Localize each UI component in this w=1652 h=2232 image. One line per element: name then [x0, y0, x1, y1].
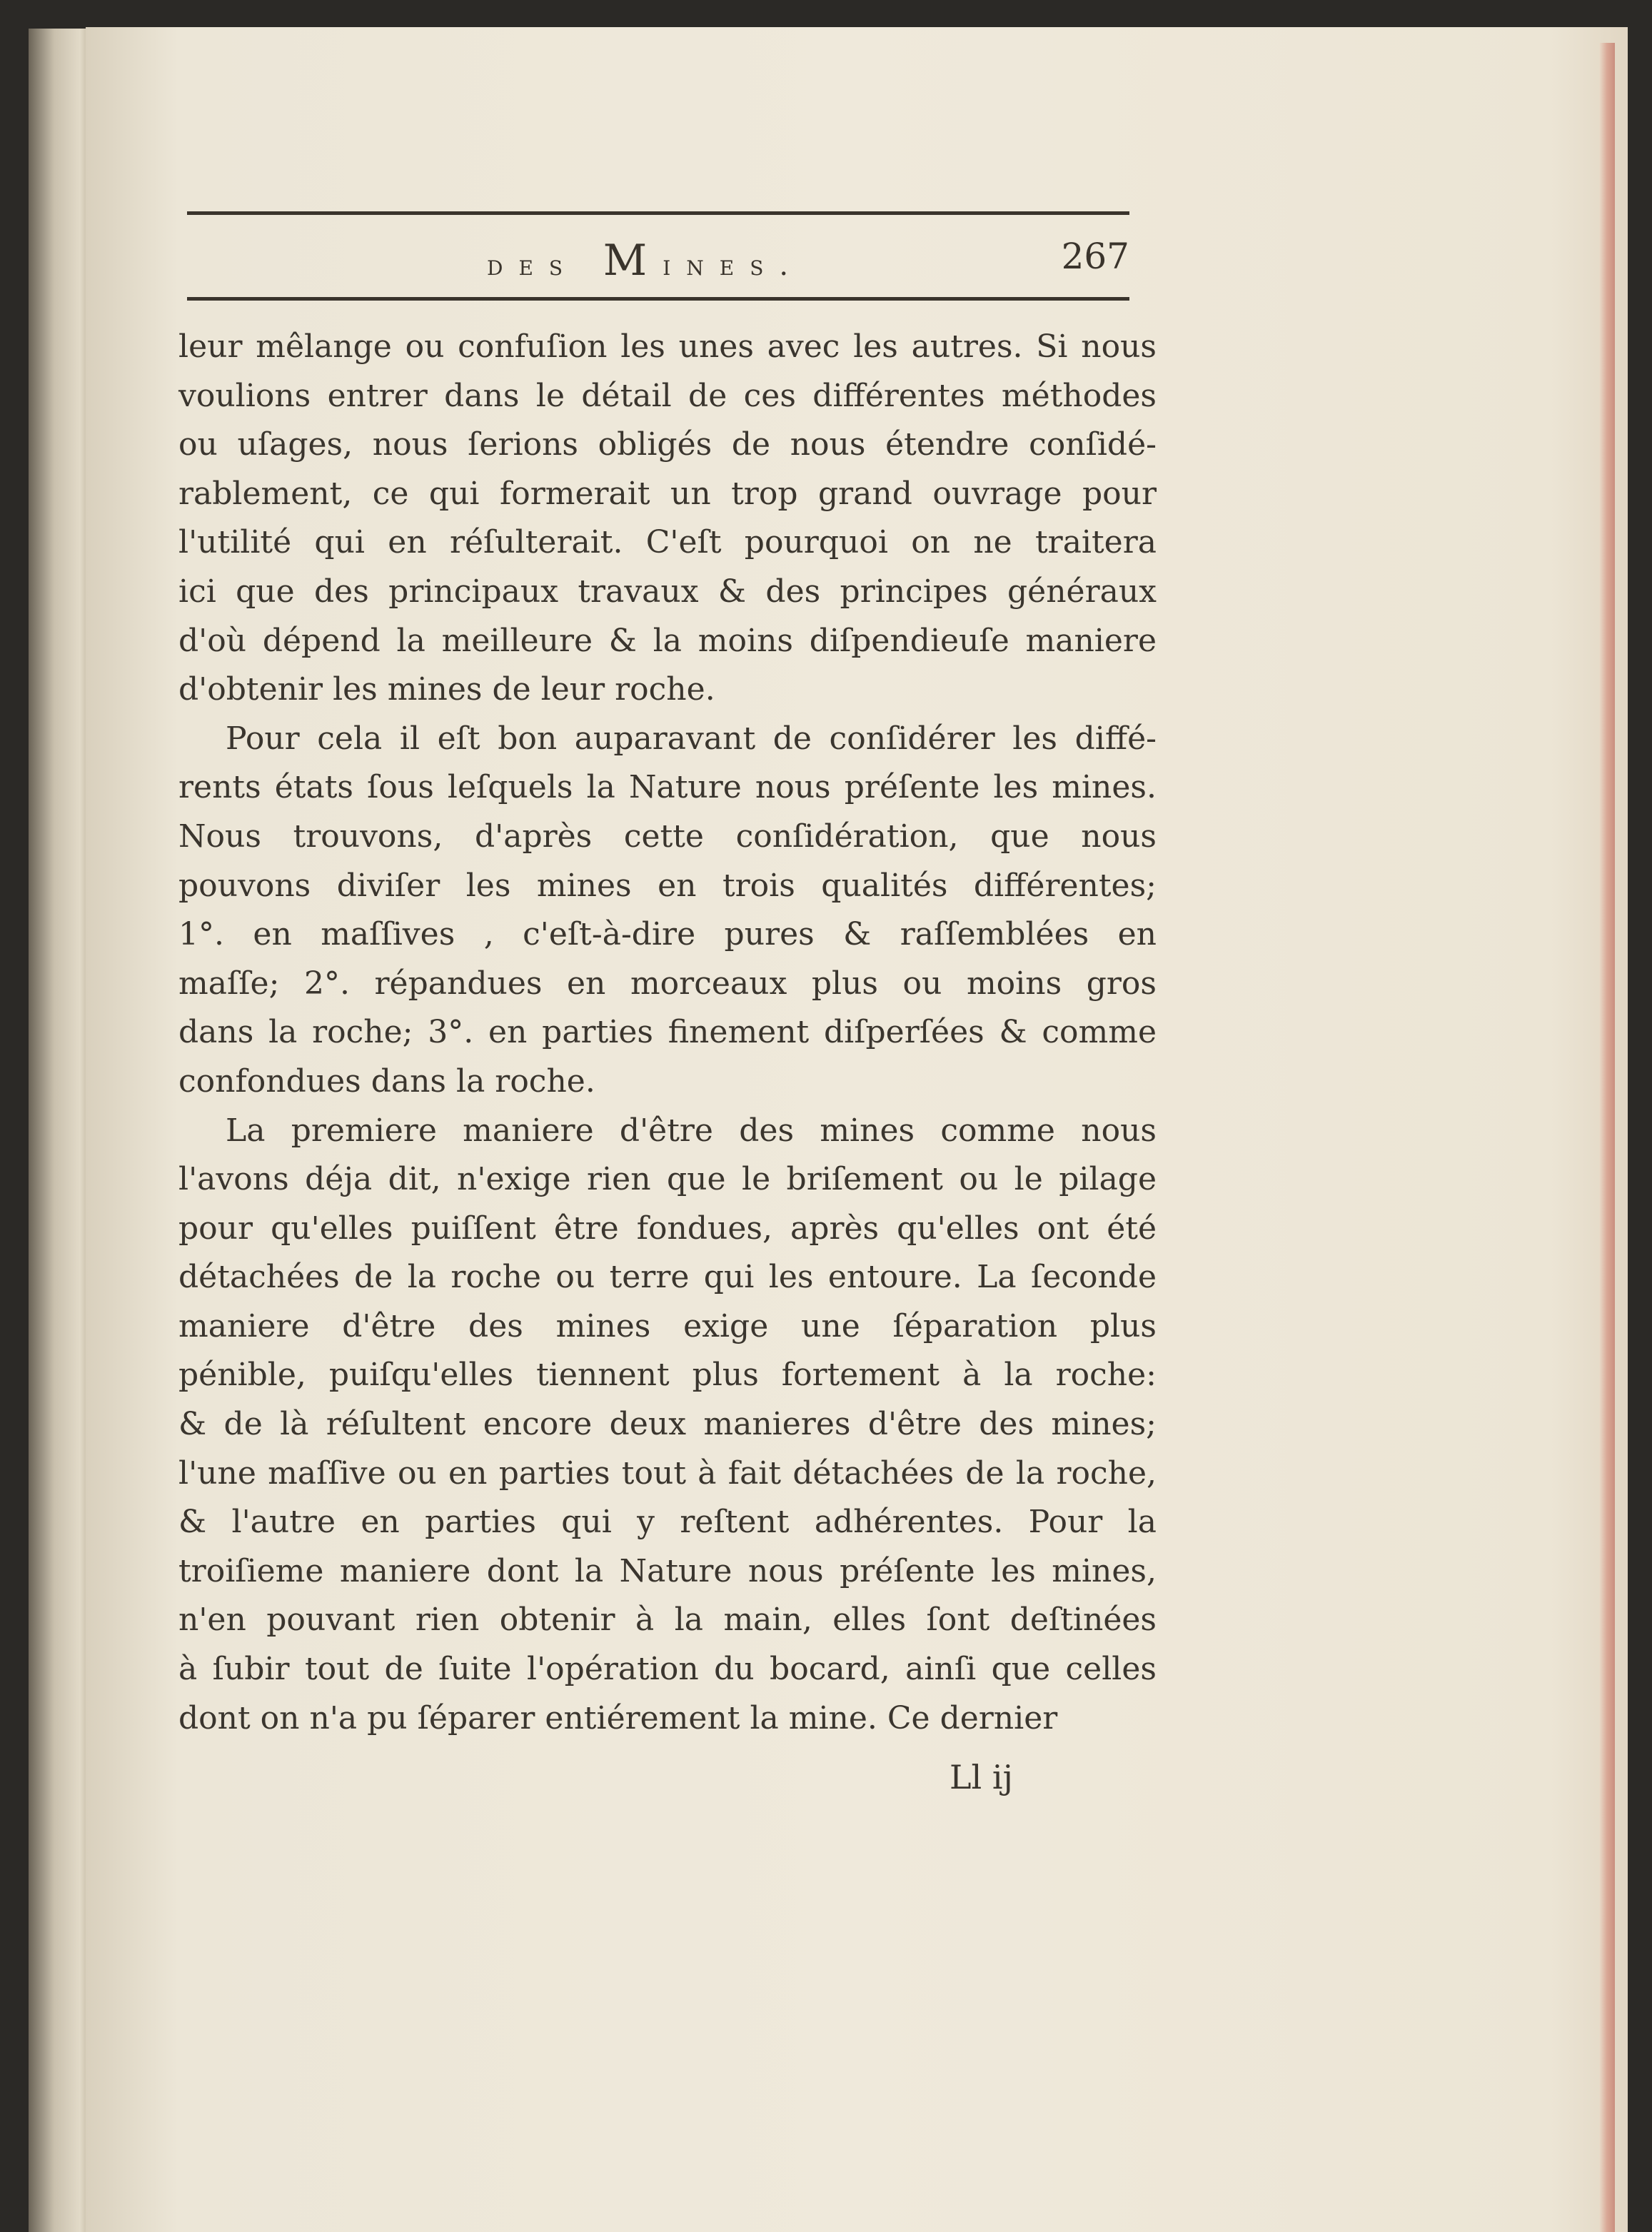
text-line: d'où dépend la meilleure & la moins diſpendieuſe maniere [178, 622, 1157, 659]
text-line: détachées de la roche ou terre qui les entoure. La ſeconde [178, 1259, 1157, 1296]
text-line: rablement, ce qui formerait un trop grand ouvrage pour [178, 475, 1157, 512]
text-line: maſſe; 2°. répandues en morceaux plus ou moins gros [178, 965, 1157, 1002]
text-line: l'une maſſive ou en parties tout à fait détachées de la roche, [178, 1454, 1157, 1492]
running-title-prefix: des [487, 249, 603, 282]
text-line: l'avons déja dit, n'exige rien que le briſement ou le pilage [178, 1161, 1157, 1198]
text-line: & l'autre en parties qui y reſtent adhérentes. Pour la [178, 1504, 1157, 1541]
text-line: confondues dans la roche. [178, 1062, 595, 1100]
text-line: rents états ſous leſquels la Nature nous préſente les mines. [178, 769, 1157, 806]
page-red-edge [1599, 43, 1615, 2232]
signature-mark: Ll ij [950, 1758, 1013, 1796]
header-rule-top [187, 211, 1129, 215]
text-line: dont on n'a pu ſéparer entiérement la mine. Ce dernier [178, 1699, 1058, 1736]
text-line: troiſieme maniere dont la Nature nous préſente les mines, [178, 1552, 1157, 1589]
text-line: pénible, puiſqu'elles tiennent plus fortement à la roche: [178, 1357, 1157, 1394]
running-head [187, 230, 1129, 287]
running-title [487, 236, 804, 286]
running-title-initial: M [603, 236, 663, 286]
text-line: l'utilité qui en réſulterait. C'eſt pourquoi on ne traitera [178, 524, 1157, 561]
text-line: pouvons diviſer les mines en trois qualités différentes; [178, 867, 1157, 904]
text-line: n'en pouvant rien obtenir à la main, elles ſont deſtinées [178, 1602, 1157, 1639]
text-line: voulions entrer dans le détail de ces différentes méthodes [178, 377, 1157, 414]
text-line: leur mêlange ou confuſion les unes avec les autres. Si nous [178, 328, 1157, 365]
text-line: à ſubir tout de ſuite l'opération du bocard, ainſi que celles [178, 1651, 1157, 1688]
header-rule-bottom [187, 297, 1129, 301]
page-number: 267 [1061, 236, 1129, 277]
text-line: Pour cela il eſt bon auparavant de conſidérer les diffé- [226, 720, 1157, 757]
facing-page-edge [29, 29, 93, 2232]
body-text [178, 323, 1157, 1743]
paragraph [178, 1107, 1157, 1744]
text-line: pour qu'elles puiſſent être fondues, après qu'elles ont été [178, 1210, 1157, 1247]
text-line: Nous trouvons, d'après cette conſidération, que nous [178, 818, 1157, 855]
running-title-rest: ines. [663, 249, 805, 282]
paragraph [178, 715, 1157, 1107]
text-line: ici que des principaux travaux & des principes généraux [178, 573, 1157, 610]
text-line: dans la roche; 3°. en parties finement diſperſées & comme [178, 1014, 1157, 1051]
text-line: 1°. en maſſives , c'eſt-à-dire pures & raſſemblées en [178, 916, 1157, 953]
paragraph [178, 323, 1157, 715]
text-line: & de là réſultent encore deux manieres d'être des mines; [178, 1406, 1157, 1443]
text-line: d'obtenir les mines de leur roche. [178, 671, 715, 708]
text-line: La premiere maniere d'être des mines comme nous [226, 1112, 1157, 1149]
text-line: ou uſages, nous ſerions obligés de nous étendre conſidé- [178, 426, 1157, 463]
text-line: maniere d'être des mines exige une ſéparation plus [178, 1307, 1157, 1344]
